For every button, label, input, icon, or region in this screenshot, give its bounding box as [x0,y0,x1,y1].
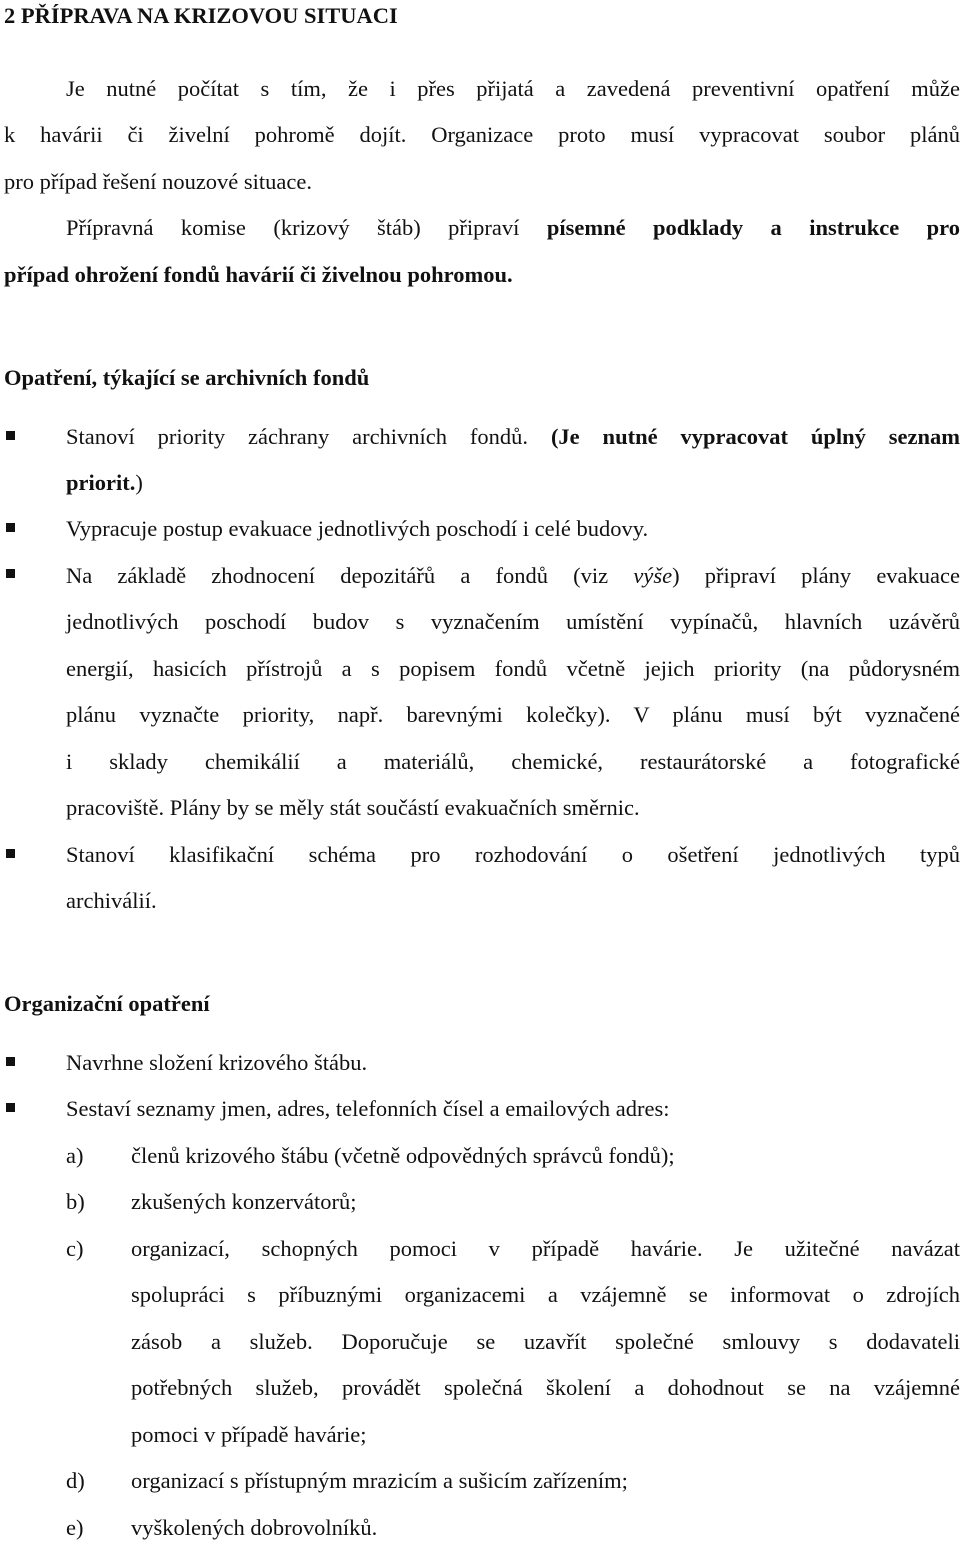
s1-bullet3-line2: jednotlivých poschodí budov s vyznačením umístění vypínačů, hlavních uzávěrů [66,609,960,634]
list-item-c-line2: spolupráci s příbuznými organizacemi a vzájemně se informovat o zdrojích [131,1282,960,1307]
bullet-icon [6,1103,15,1112]
list-item-c-line1: organizací, schopných pomoci v případě havárie. Je užitečné navázat [131,1236,960,1261]
list-marker-a: a) [66,1143,84,1168]
list-item-b: zkušených konzervátorů; [131,1189,357,1214]
list-item-d: organizací s přístupným mrazicím a sušicím zařízením; [131,1468,628,1493]
s1-b3-text: Na základě zhodnocení depozitářů a fondů (viz [66,563,634,588]
list-marker-d: d) [66,1468,85,1493]
list-item-e: vyškolených dobrovolníků. [131,1515,378,1540]
s1-bullet3-line5: i sklady chemikálií a materiálů, chemické, restaurátorské a fotografické [66,749,960,774]
list-marker-e: e) [66,1515,84,1540]
intro-p2-line-1 [66,213,960,243]
s1-b1-paren: ) [135,470,143,495]
bullet-icon [6,523,15,532]
s1-bullet1-line1 [66,422,960,452]
s1-bullet3-line3: energií, hasicích přístrojů a s popisem fondů včetně jejich priority (na půdorysném [66,656,960,681]
intro-line-1: Je nutné počítat s tím, že i přes přijatá a zavedená preventivní opatření může [66,76,960,101]
intro-p2-bold-2: případ ohrožení fondů havárií či živelnou pohromou. [4,262,513,287]
intro-line-2: k havárii či živelní pohromě dojít. Organizace proto musí vypracovat soubor plánů [4,122,960,147]
s1-bullet3-line6: pracoviště. Plány by se měly stát součástí evakuačních směrnic. [66,795,640,820]
s2-bullet2: Sestaví seznamy jmen, adres, telefonních čísel a emailových adres: [66,1096,670,1121]
list-item-a: členů krizového štábu (včetně odpovědných správců fondů); [131,1143,675,1168]
list-item-c-line3: zásob a služeb. Doporučuje se uzavřít společné smlouvy s dodavateli [131,1329,960,1354]
bullet-icon [6,431,15,440]
list-marker-b: b) [66,1189,85,1214]
s1-bullet3-line4: plánu vyznačte priority, např. barevnými kolečky). V plánu musí být vyznačené [66,702,960,727]
s1-bullet4-line2: archiválií. [66,888,157,913]
s1-bullet2: Vypracuje postup evakuace jednotlivých poschodí i celé budovy. [66,516,649,541]
s1-b1-bold: (Je nutné vypracovat úplný seznam [550,424,960,449]
s1-b1-bold-2: priorit. [66,470,136,495]
bullet-icon [6,1057,15,1066]
intro-p2-line-2 [4,260,960,290]
bullet-icon [6,569,15,578]
list-item-c-line4: potřebných služeb, provádět společná školení a dohodnout se na vzájemné [131,1375,960,1400]
list-marker-c: c) [66,1236,84,1261]
intro-line-3: pro případ řešení nouzové situace. [4,169,313,194]
s1-b3-text-2: ) připraví plány evakuace [672,563,960,588]
s1-bullet1-line2 [66,468,960,498]
s1-b1-text: Stanoví priority záchrany archivních fondů. [66,424,551,449]
s2-bullet1: Navrhne složení krizového štábu. [66,1050,368,1075]
intro-p2-text: Přípravná komise (krizový štáb) připraví [66,215,547,240]
s1-bullet4-line1: Stanoví klasifikační schéma pro rozhodování o ošetření jednotlivých typů [66,842,960,867]
section2-heading: Organizační opatření [4,991,210,1016]
section-title: 2 PŘÍPRAVA NA KRIZOVOU SITUACI [4,3,398,28]
bullet-icon [6,849,15,858]
list-item-c-line5: pomoci v případě havárie; [131,1422,367,1447]
section1-heading: Opatření, týkající se archivních fondů [4,365,370,390]
s1-bullet3-line1 [66,561,960,591]
intro-p2-bold: písemné podklady a instrukce pro [546,215,960,240]
s1-b3-italic: výše [633,563,673,588]
